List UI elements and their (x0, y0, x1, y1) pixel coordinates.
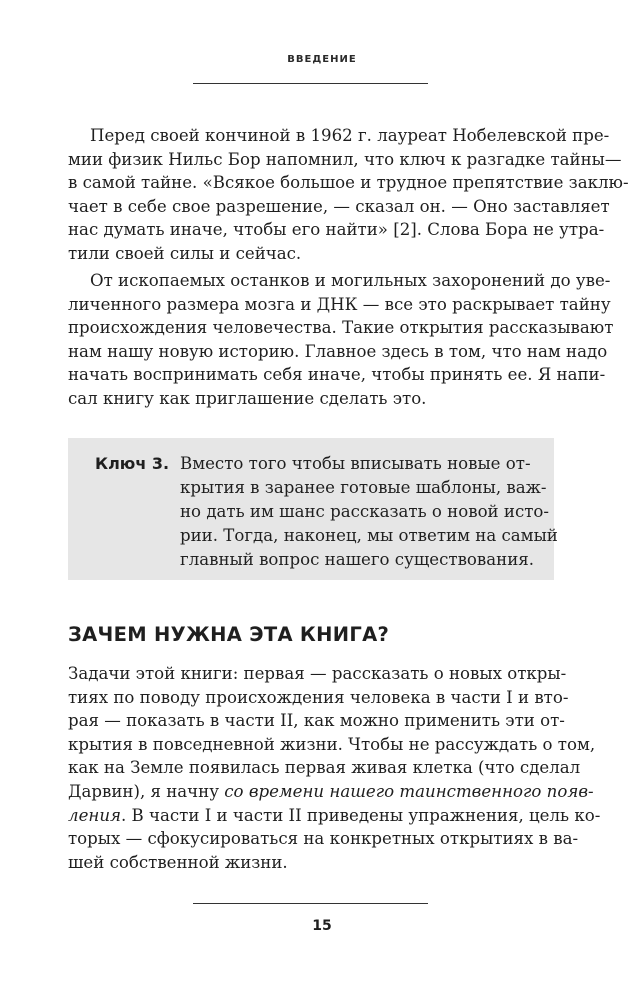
text-line: в самой тайне. «Всякое большое и трудное препятствие заклю- (68, 173, 629, 193)
paragraph-discoveries (68, 269, 614, 411)
text-line: крытия в заранее готовые шаблоны, важ- (180, 478, 547, 497)
text-line: шей собственной жизни. (68, 852, 288, 872)
text-line: торых — сфокусироваться на конкретных открытиях в ва- (68, 829, 579, 849)
italic-run: ления (68, 805, 121, 825)
key-callout-box (68, 438, 558, 580)
text-line: нас думать иначе, чтобы его найти» [2]. Слова Бора не утра- (68, 220, 605, 240)
text-line: личенного размера мозга и ДНК — все это раскрывает тайну (68, 294, 611, 314)
text-line: Задачи этой книги: первая — рассказать о новых откры- (68, 664, 567, 683)
key-text (180, 452, 558, 572)
paragraph-book-goals (68, 662, 601, 874)
text-line: От ископаемых останков и могильных захоронений до уве- (90, 271, 611, 290)
section-heading: ЗАЧЕМ НУЖНА ЭТА КНИГА? (68, 623, 390, 646)
text-run: . В части I и части II приведены упражнения, цель ко- (121, 805, 601, 825)
key-label: Ключ 3. (95, 454, 170, 473)
text-line: Перед своей кончиной в 1962 г. лауреат Нобелевской пре- (90, 126, 610, 145)
text-line: как на Земле появилась первая живая клетка (что сделал (68, 758, 581, 778)
text-run: Дарвин), я начну (68, 781, 225, 801)
paragraph-bohr-quote (68, 124, 629, 266)
text-line: нам нашу новую историю. Главное здесь в том, что нам надо (68, 341, 608, 361)
italic-run: со времени нашего таинственного появ- (224, 781, 594, 801)
text-line: начать воспринимать себя иначе, чтобы принять ее. Я напи- (68, 365, 606, 385)
text-line: рии. Тогда, наконец, мы ответим на самый (180, 526, 558, 545)
text-line: но дать им шанс рассказать о новой исто- (180, 502, 550, 521)
text-line: чает в себе свое разрешение, — сказал он. — Оно заставляет (68, 196, 610, 216)
page-number: 15 (312, 918, 332, 934)
text-line: сал книгу как приглашение сделать это. (68, 388, 427, 408)
text-line: Вместо того чтобы вписывать новые от- (180, 454, 531, 473)
text-line: рая — показать в части II, как можно применить эти от- (68, 711, 565, 731)
text-line: мии физик Нильс Бор напомнил, что ключ к разгадке тайны— (68, 149, 622, 169)
running-head: ВВЕДЕНИЕ (287, 54, 357, 65)
header-rule (193, 83, 428, 84)
text-line: тили своей силы и сейчас. (68, 243, 302, 263)
text-line (68, 804, 601, 828)
text-line (68, 780, 594, 804)
text-line: главный вопрос нашего существования. (180, 550, 535, 569)
text-line: происхождения человечества. Такие открытия рассказывают (68, 318, 614, 338)
text-line: крытия в повседневной жизни. Чтобы не рассуждать о том, (68, 734, 596, 754)
footer-rule (193, 903, 428, 904)
text-line: тиях по поводу происхождения человека в части I и вто- (68, 687, 569, 707)
